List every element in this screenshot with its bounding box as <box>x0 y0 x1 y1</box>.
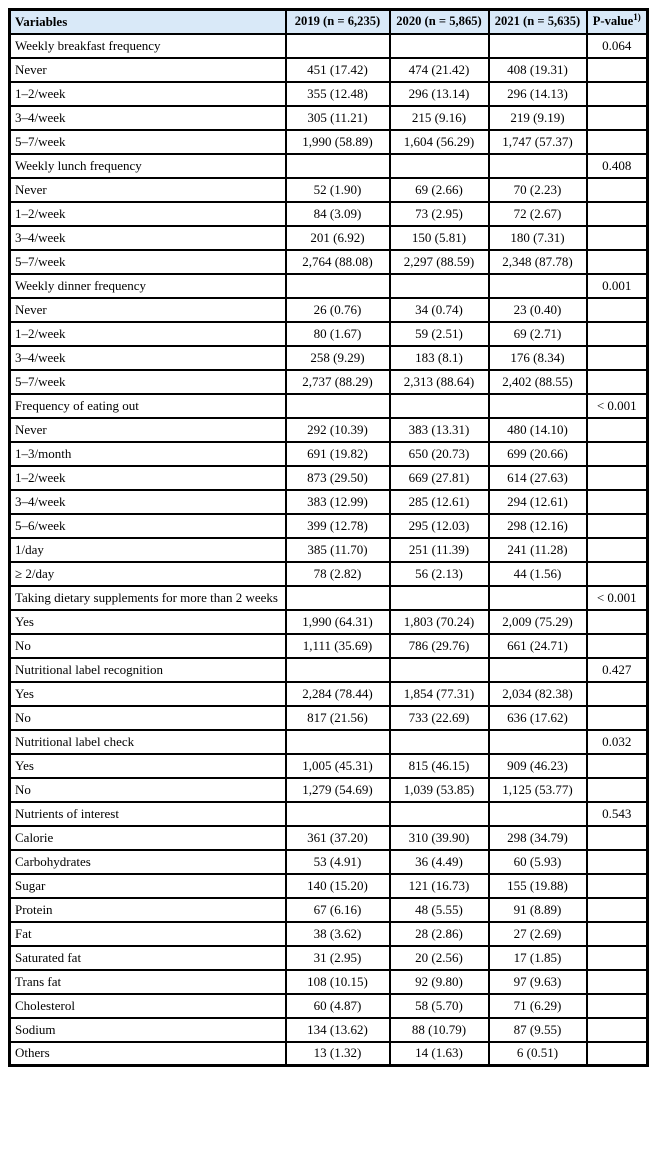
pvalue-label: P-value <box>592 14 634 29</box>
value-cell: 215 (9.16) <box>390 106 489 130</box>
table-row <box>10 826 648 850</box>
value-cell: 97 (9.63) <box>489 970 587 994</box>
variable-cell: Never <box>10 178 286 202</box>
value-cell: 2,034 (82.38) <box>489 682 587 706</box>
value-cell: 1,747 (57.37) <box>489 130 587 154</box>
pvalue-cell <box>587 994 648 1018</box>
value-cell <box>390 586 489 610</box>
pvalue-cell: 0.543 <box>587 802 648 826</box>
section-row <box>10 34 648 58</box>
value-cell <box>286 586 390 610</box>
value-cell: 69 (2.66) <box>390 178 489 202</box>
section-row <box>10 730 648 754</box>
value-cell: 909 (46.23) <box>489 754 587 778</box>
value-cell: 480 (14.10) <box>489 418 587 442</box>
value-cell: 72 (2.67) <box>489 202 587 226</box>
table-row <box>10 706 648 730</box>
table-row <box>10 970 648 994</box>
column-header-2021: 2021 (n = 5,635) <box>489 10 587 34</box>
value-cell: 20 (2.56) <box>390 946 489 970</box>
table-body <box>10 34 648 1066</box>
value-cell: 294 (12.61) <box>489 490 587 514</box>
value-cell: 17 (1.85) <box>489 946 587 970</box>
pvalue-cell <box>587 1018 648 1042</box>
pvalue-cell <box>587 826 648 850</box>
table-row <box>10 610 648 634</box>
value-cell: 91 (8.89) <box>489 898 587 922</box>
value-cell: 733 (22.69) <box>390 706 489 730</box>
variable-cell: Sodium <box>10 1018 286 1042</box>
value-cell <box>286 658 390 682</box>
value-cell <box>489 658 587 682</box>
value-cell: 134 (13.62) <box>286 1018 390 1042</box>
table-row <box>10 922 648 946</box>
value-cell: 298 (34.79) <box>489 826 587 850</box>
variable-cell: Yes <box>10 610 286 634</box>
variable-cell: 5–6/week <box>10 514 286 538</box>
variable-cell: Carbohydrates <box>10 850 286 874</box>
pvalue-cell: 0.032 <box>587 730 648 754</box>
variable-cell: Sugar <box>10 874 286 898</box>
value-cell: 2,297 (88.59) <box>390 250 489 274</box>
value-cell <box>390 658 489 682</box>
value-cell <box>489 274 587 298</box>
column-header-2019: 2019 (n = 6,235) <box>286 10 390 34</box>
pvalue-cell <box>587 898 648 922</box>
value-cell: 258 (9.29) <box>286 346 390 370</box>
pvalue-cell <box>587 1042 648 1066</box>
value-cell <box>390 394 489 418</box>
variable-cell: Never <box>10 298 286 322</box>
variable-cell: 3–4/week <box>10 490 286 514</box>
variable-cell: Weekly dinner frequency <box>10 274 286 298</box>
table-row <box>10 322 648 346</box>
value-cell <box>489 394 587 418</box>
variable-cell: Nutritional label recognition <box>10 658 286 682</box>
value-cell: 183 (8.1) <box>390 346 489 370</box>
value-cell: 28 (2.86) <box>390 922 489 946</box>
table-row <box>10 490 648 514</box>
value-cell: 636 (17.62) <box>489 706 587 730</box>
pvalue-cell <box>587 946 648 970</box>
variable-cell: 1–2/week <box>10 202 286 226</box>
variable-cell: Never <box>10 418 286 442</box>
value-cell: 1,803 (70.24) <box>390 610 489 634</box>
pvalue-cell <box>587 346 648 370</box>
variable-cell: Nutritional label check <box>10 730 286 754</box>
pvalue-cell <box>587 754 648 778</box>
section-row <box>10 586 648 610</box>
value-cell <box>286 274 390 298</box>
header-row <box>10 10 648 34</box>
value-cell: 399 (12.78) <box>286 514 390 538</box>
table-row <box>10 202 648 226</box>
value-cell: 2,009 (75.29) <box>489 610 587 634</box>
value-cell <box>286 802 390 826</box>
table-row <box>10 1042 648 1066</box>
value-cell: 48 (5.55) <box>390 898 489 922</box>
value-cell: 53 (4.91) <box>286 850 390 874</box>
table-row <box>10 634 648 658</box>
value-cell: 2,764 (88.08) <box>286 250 390 274</box>
value-cell <box>390 34 489 58</box>
value-cell: 699 (20.66) <box>489 442 587 466</box>
value-cell: 155 (19.88) <box>489 874 587 898</box>
table-row <box>10 82 648 106</box>
value-cell: 1,039 (53.85) <box>390 778 489 802</box>
table-row <box>10 178 648 202</box>
column-header-2020: 2020 (n = 5,865) <box>390 10 489 34</box>
value-cell: 70 (2.23) <box>489 178 587 202</box>
value-cell: 292 (10.39) <box>286 418 390 442</box>
value-cell: 56 (2.13) <box>390 562 489 586</box>
variable-cell: 5–7/week <box>10 250 286 274</box>
value-cell: 296 (13.14) <box>390 82 489 106</box>
value-cell: 285 (12.61) <box>390 490 489 514</box>
value-cell <box>390 154 489 178</box>
table-row <box>10 682 648 706</box>
value-cell: 59 (2.51) <box>390 322 489 346</box>
column-header-pvalue <box>587 10 648 34</box>
variable-cell: Others <box>10 1042 286 1066</box>
table-row <box>10 1018 648 1042</box>
value-cell: 295 (12.03) <box>390 514 489 538</box>
value-cell: 241 (11.28) <box>489 538 587 562</box>
pvalue-cell: < 0.001 <box>587 586 648 610</box>
value-cell: 121 (16.73) <box>390 874 489 898</box>
variable-cell: 1–2/week <box>10 82 286 106</box>
table-row <box>10 898 648 922</box>
value-cell: 2,402 (88.55) <box>489 370 587 394</box>
value-cell: 180 (7.31) <box>489 226 587 250</box>
value-cell: 60 (5.93) <box>489 850 587 874</box>
value-cell: 296 (14.13) <box>489 82 587 106</box>
table-row <box>10 466 648 490</box>
pvalue-cell <box>587 418 648 442</box>
variable-cell: Taking dietary supplements for more than 2 weeks <box>10 586 286 610</box>
pvalue-cell <box>587 922 648 946</box>
value-cell: 219 (9.19) <box>489 106 587 130</box>
variable-cell: 1–2/week <box>10 466 286 490</box>
value-cell: 92 (9.80) <box>390 970 489 994</box>
value-cell: 14 (1.63) <box>390 1042 489 1066</box>
pvalue-cell <box>587 634 648 658</box>
value-cell: 34 (0.74) <box>390 298 489 322</box>
value-cell <box>489 154 587 178</box>
value-cell: 385 (11.70) <box>286 538 390 562</box>
table-row <box>10 850 648 874</box>
variable-cell: Yes <box>10 682 286 706</box>
value-cell: 36 (4.49) <box>390 850 489 874</box>
value-cell: 786 (29.76) <box>390 634 489 658</box>
table-row <box>10 298 648 322</box>
value-cell <box>286 34 390 58</box>
value-cell <box>286 394 390 418</box>
value-cell: 60 (4.87) <box>286 994 390 1018</box>
pvalue-footnote-marker: 1) <box>633 12 641 23</box>
pvalue-cell <box>587 250 648 274</box>
variable-cell: 1/day <box>10 538 286 562</box>
pvalue-cell <box>587 130 648 154</box>
variable-cell: Nutrients of interest <box>10 802 286 826</box>
pvalue-cell <box>587 562 648 586</box>
table-row <box>10 130 648 154</box>
pvalue-cell <box>587 874 648 898</box>
variable-cell: Cholesterol <box>10 994 286 1018</box>
value-cell: 815 (46.15) <box>390 754 489 778</box>
table-row <box>10 418 648 442</box>
value-cell: 614 (27.63) <box>489 466 587 490</box>
section-row <box>10 154 648 178</box>
value-cell: 140 (15.20) <box>286 874 390 898</box>
value-cell: 2,284 (78.44) <box>286 682 390 706</box>
value-cell: 67 (6.16) <box>286 898 390 922</box>
variable-cell: 5–7/week <box>10 370 286 394</box>
pvalue-cell: < 0.001 <box>587 394 648 418</box>
variable-cell: Fat <box>10 922 286 946</box>
pvalue-cell <box>587 466 648 490</box>
table-row <box>10 754 648 778</box>
column-header-variables: Variables <box>10 10 286 34</box>
pvalue-cell <box>587 58 648 82</box>
table-row <box>10 346 648 370</box>
variable-cell: Frequency of eating out <box>10 394 286 418</box>
value-cell: 87 (9.55) <box>489 1018 587 1042</box>
value-cell: 873 (29.50) <box>286 466 390 490</box>
table-row <box>10 946 648 970</box>
value-cell: 361 (37.20) <box>286 826 390 850</box>
pvalue-cell <box>587 850 648 874</box>
value-cell: 44 (1.56) <box>489 562 587 586</box>
variable-cell: Trans fat <box>10 970 286 994</box>
table-row <box>10 514 648 538</box>
value-cell: 251 (11.39) <box>390 538 489 562</box>
variable-cell: 3–4/week <box>10 346 286 370</box>
pvalue-cell <box>587 82 648 106</box>
value-cell: 661 (24.71) <box>489 634 587 658</box>
pvalue-cell <box>587 202 648 226</box>
pvalue-cell <box>587 106 648 130</box>
value-cell: 176 (8.34) <box>489 346 587 370</box>
value-cell: 305 (11.21) <box>286 106 390 130</box>
pvalue-cell <box>587 514 648 538</box>
section-row <box>10 274 648 298</box>
variable-cell: Weekly lunch frequency <box>10 154 286 178</box>
table-row <box>10 250 648 274</box>
value-cell: 23 (0.40) <box>489 298 587 322</box>
variable-cell: Yes <box>10 754 286 778</box>
section-row <box>10 394 648 418</box>
variable-cell: No <box>10 778 286 802</box>
table-row <box>10 538 648 562</box>
value-cell: 27 (2.69) <box>489 922 587 946</box>
value-cell <box>390 802 489 826</box>
value-cell: 408 (19.31) <box>489 58 587 82</box>
value-cell: 73 (2.95) <box>390 202 489 226</box>
table-row <box>10 106 648 130</box>
variable-cell: No <box>10 634 286 658</box>
value-cell: 650 (20.73) <box>390 442 489 466</box>
value-cell: 1,854 (77.31) <box>390 682 489 706</box>
table-row <box>10 562 648 586</box>
pvalue-cell <box>587 370 648 394</box>
pvalue-cell <box>587 778 648 802</box>
pvalue-cell <box>587 706 648 730</box>
variable-cell: Never <box>10 58 286 82</box>
value-cell: 78 (2.82) <box>286 562 390 586</box>
value-cell: 84 (3.09) <box>286 202 390 226</box>
value-cell: 669 (27.81) <box>390 466 489 490</box>
value-cell: 201 (6.92) <box>286 226 390 250</box>
value-cell: 383 (12.99) <box>286 490 390 514</box>
table-row <box>10 778 648 802</box>
table-row <box>10 370 648 394</box>
pvalue-cell: 0.064 <box>587 34 648 58</box>
variable-cell: Weekly breakfast frequency <box>10 34 286 58</box>
value-cell: 474 (21.42) <box>390 58 489 82</box>
value-cell: 31 (2.95) <box>286 946 390 970</box>
value-cell: 1,005 (45.31) <box>286 754 390 778</box>
pvalue-cell: 0.427 <box>587 658 648 682</box>
variable-cell: 3–4/week <box>10 106 286 130</box>
value-cell <box>390 274 489 298</box>
pvalue-cell <box>587 490 648 514</box>
value-cell: 52 (1.90) <box>286 178 390 202</box>
table-row <box>10 442 648 466</box>
value-cell <box>489 802 587 826</box>
pvalue-cell <box>587 682 648 706</box>
value-cell: 1,604 (56.29) <box>390 130 489 154</box>
value-cell <box>286 730 390 754</box>
paper-table-container <box>8 8 649 1067</box>
variable-cell: ≥ 2/day <box>10 562 286 586</box>
value-cell: 817 (21.56) <box>286 706 390 730</box>
value-cell: 2,737 (88.29) <box>286 370 390 394</box>
value-cell: 383 (13.31) <box>390 418 489 442</box>
section-row <box>10 658 648 682</box>
value-cell: 2,313 (88.64) <box>390 370 489 394</box>
pvalue-cell <box>587 538 648 562</box>
value-cell: 310 (39.90) <box>390 826 489 850</box>
variable-cell: 3–4/week <box>10 226 286 250</box>
value-cell: 88 (10.79) <box>390 1018 489 1042</box>
table-row <box>10 226 648 250</box>
pvalue-cell <box>587 226 648 250</box>
value-cell: 1,125 (53.77) <box>489 778 587 802</box>
value-cell: 298 (12.16) <box>489 514 587 538</box>
variable-cell: 5–7/week <box>10 130 286 154</box>
table-row <box>10 994 648 1018</box>
pvalue-cell <box>587 322 648 346</box>
value-cell: 1,111 (35.69) <box>286 634 390 658</box>
value-cell: 2,348 (87.78) <box>489 250 587 274</box>
value-cell: 71 (6.29) <box>489 994 587 1018</box>
value-cell: 451 (17.42) <box>286 58 390 82</box>
table-row <box>10 58 648 82</box>
table-header <box>10 10 648 34</box>
pvalue-cell <box>587 610 648 634</box>
pvalue-cell: 0.001 <box>587 274 648 298</box>
value-cell <box>489 586 587 610</box>
value-cell: 1,990 (64.31) <box>286 610 390 634</box>
variable-cell: 1–2/week <box>10 322 286 346</box>
value-cell: 691 (19.82) <box>286 442 390 466</box>
value-cell <box>286 154 390 178</box>
table-row <box>10 874 648 898</box>
variable-cell: Protein <box>10 898 286 922</box>
pvalue-cell: 0.408 <box>587 154 648 178</box>
value-cell <box>390 730 489 754</box>
value-cell: 355 (12.48) <box>286 82 390 106</box>
value-cell: 108 (10.15) <box>286 970 390 994</box>
pvalue-cell <box>587 178 648 202</box>
pvalue-cell <box>587 970 648 994</box>
value-cell: 38 (3.62) <box>286 922 390 946</box>
variable-cell: No <box>10 706 286 730</box>
data-table <box>8 8 649 1067</box>
pvalue-cell <box>587 298 648 322</box>
value-cell: 80 (1.67) <box>286 322 390 346</box>
value-cell: 69 (2.71) <box>489 322 587 346</box>
value-cell: 1,279 (54.69) <box>286 778 390 802</box>
section-row <box>10 802 648 826</box>
value-cell: 58 (5.70) <box>390 994 489 1018</box>
value-cell: 13 (1.32) <box>286 1042 390 1066</box>
variable-cell: Calorie <box>10 826 286 850</box>
value-cell: 1,990 (58.89) <box>286 130 390 154</box>
value-cell <box>489 730 587 754</box>
value-cell: 26 (0.76) <box>286 298 390 322</box>
value-cell: 6 (0.51) <box>489 1042 587 1066</box>
value-cell <box>489 34 587 58</box>
variable-cell: 1–3/month <box>10 442 286 466</box>
pvalue-cell <box>587 442 648 466</box>
value-cell: 150 (5.81) <box>390 226 489 250</box>
variable-cell: Saturated fat <box>10 946 286 970</box>
